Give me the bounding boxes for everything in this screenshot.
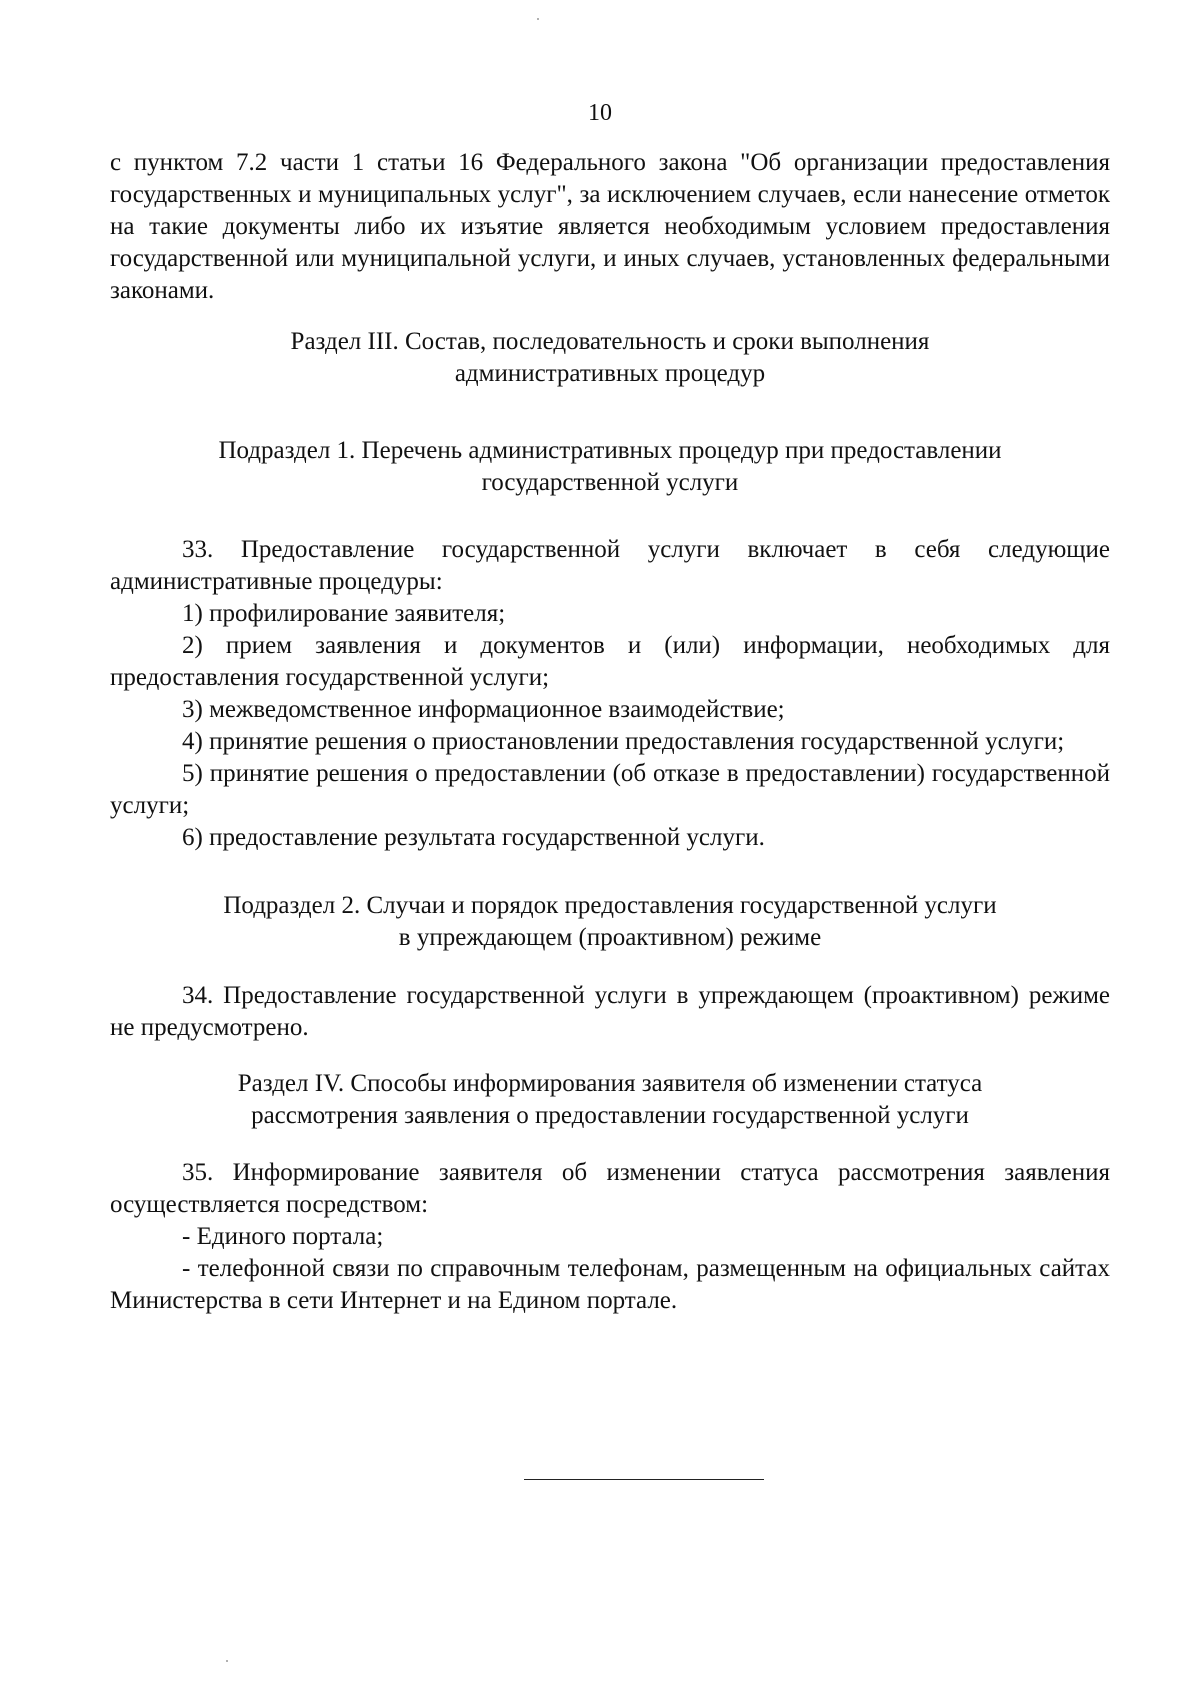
item-33-list-item: 6) предоставление результата государственной услуги.: [182, 824, 765, 851]
intro-paragraph: [110, 147, 1110, 307]
item-33-lead: 33. Предоставление государственной услуги включает в себя следующие административные процедуры:: [110, 536, 1110, 595]
item-33-list-item: 3) межведомственное информационное взаимодействие;: [182, 696, 785, 723]
item-33-block: [110, 534, 1110, 854]
item-33-list-item: 4) принятие решения о приостановлении предоставления государственной услуги;: [182, 728, 1065, 755]
section-4-heading: [110, 1068, 1110, 1132]
item-34-block: [110, 980, 1110, 1044]
item-35-lead: 35. Информирование заявителя об изменении статуса рассмотрения заявления осуществляется посредством:: [110, 1159, 1110, 1218]
scan-speck: [537, 18, 539, 20]
subsection-2-heading-line-2: в упреждающем (проактивном) режиме: [398, 924, 822, 951]
item-33-list-item: 1) профилирование заявителя;: [182, 600, 506, 627]
page-number: 10: [588, 100, 612, 126]
subsection-1-heading-line-1: Подраздел 1. Перечень административных процедур при предоставлении: [218, 437, 1002, 464]
section-3-heading: [110, 326, 1110, 390]
subsection-2-heading: [110, 890, 1110, 954]
section-4-heading-line-2: рассмотрения заявления о предоставлении государственной услуги: [251, 1102, 969, 1129]
end-divider: [524, 1479, 764, 1480]
item-33-list-item: 5) принятие решения о предоставлении (об отказе в предоставлении) государственной услуги;: [110, 760, 1110, 819]
item-34-text: 34. Предоставление государственной услуги в упреждающем (проактивном) режиме не предусмотрено.: [110, 982, 1110, 1041]
section-3-heading-line-2: административных процедур: [454, 360, 766, 387]
section-4-heading-line-1: Раздел IV. Способы информирования заявителя об изменении статуса: [237, 1070, 983, 1097]
item-35-list-item: - Единого портала;: [182, 1223, 384, 1250]
item-33-list-item: 2) прием заявления и документов и (или) информации, необходимых для предоставления государственной услуги;: [110, 632, 1110, 691]
section-3-heading-line-1: Раздел III. Состав, последовательность и сроки выполнения: [290, 328, 930, 355]
subsection-2-heading-line-1: Подраздел 2. Случаи и порядок предоставления государственной услуги: [223, 892, 997, 919]
intro-paragraph-text: с пунктом 7.2 части 1 статьи 16 Федерального закона "Об организации предоставления государственных и муниципальных услуг", за исключением случаев, если нанесение отметок на такие документы либо их изъятие является необходимым условием предоставления государственной или муниципальной услуги, и иных случаев, установленных федеральными законами.: [110, 149, 1110, 304]
item-35-list-item: - телефонной связи по справочным телефонам, размещенным на официальных сайтах Министерства в сети Интернет и на Едином портале.: [110, 1255, 1110, 1314]
subsection-1-heading-line-2: государственной услуги: [481, 469, 739, 496]
scan-speck: [226, 1660, 228, 1662]
item-35-block: [110, 1157, 1110, 1317]
subsection-1-heading: [110, 435, 1110, 499]
